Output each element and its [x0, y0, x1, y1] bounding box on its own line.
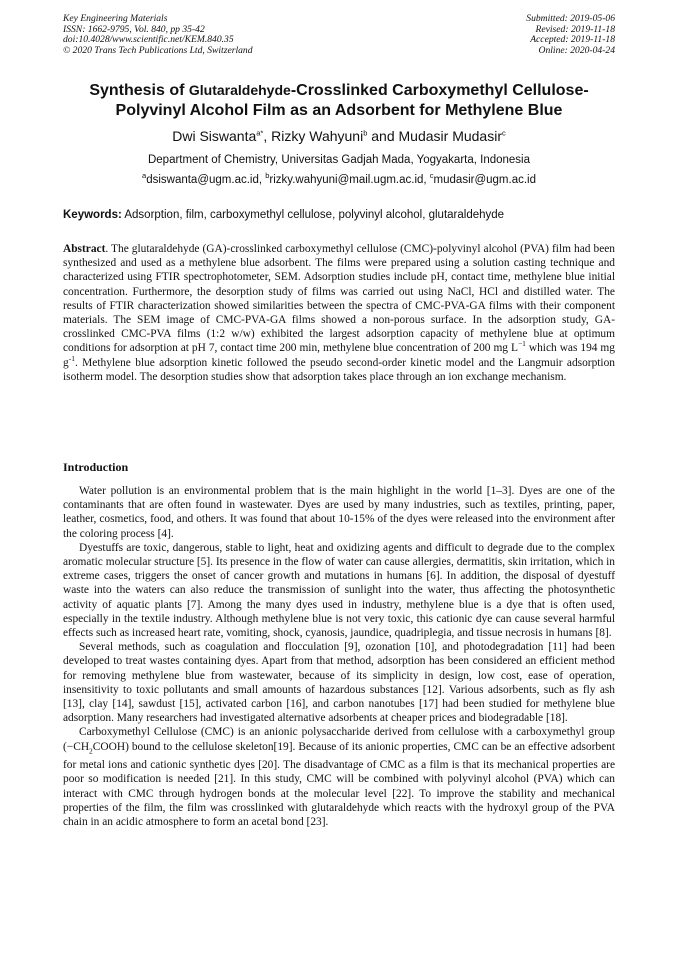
- author-mark: b: [363, 128, 368, 138]
- paragraph-text: Carboxymethyl Cellulose (CMC) is an anionic polysaccharide derived from cellulose with a carboxymethyl group (−CH: [63, 726, 615, 753]
- unit-exponent: -1: [68, 353, 75, 363]
- dates-header: [526, 14, 615, 56]
- revised-date: Revised: 2019-11-18: [535, 23, 615, 35]
- abstract-label: Abstract: [63, 243, 106, 255]
- email-link[interactable]: mudasir@ugm.ac.id: [433, 174, 536, 186]
- paragraph-text: COOH) bound to the cellulose skeleton[19]. Because of its anionic properties, CMC can be an effective adsorbent for metal ions and cationic synthetic dyes [20]. The disadvantage of CMC as a film is that its mechanical properties are poor so modification is needed [21]. In this study, CMC will be combined with polyvinyl alcohol (PVA) which can interact with CMC through hydrogen bonds at the molecular level [22]. To improve the stability and mechanical properties of the film, the film was crosslinked with glutaraldehyde which reacts with the hydroxyl group of the PVA chain in an acidic atmosphere to form an acetal bond [23].: [63, 740, 615, 828]
- author-name: Dwi Siswanta: [172, 128, 257, 144]
- journal-issn: ISSN: 1662-9795, Vol. 840, pp 35-42: [63, 23, 205, 35]
- affiliation: Department of Chemistry, Universitas Gadjah Mada, Yogyakarta, Indonesia: [147, 154, 531, 166]
- section-heading: Introduction: [63, 460, 129, 474]
- title-part: -Crosslinked Carboxymethyl Cellulose-: [290, 82, 589, 99]
- keywords-label: Keywords:: [63, 209, 122, 221]
- abstract-text: which was 194 mg g: [63, 342, 615, 369]
- keywords-text: Adsorption, film, carboxymethyl cellulose, polyvinyl alcohol, glutaraldehyde: [121, 209, 505, 221]
- journal-doi: doi:10.4028/www.scientific.net/KEM.840.35: [63, 34, 234, 46]
- title-part: Synthesis of: [89, 82, 189, 99]
- email-link[interactable]: dsiswanta@ugm.ac.id,: [146, 174, 266, 186]
- online-date: Online: 2020-04-24: [538, 44, 615, 56]
- abstract-text: . The glutaraldehyde (GA)-crosslinked carboxymethyl cellulose (CMC)-polyvinyl alcohol (PVA) film had been synthesized and used as a methylene blue adsorbent. The films were prepared using a solution casting technique and characterized using FTIR spectrophotometer, SEM. Adsorption studies include pH, contact time, methylene blue initial concentration. Furthermore, the desorption study of films was carried out using NaCl, HCl and distilled water. The results of FTIR characterization showed similarities between the spectra of CMC-PVA-GA films with their component materials. The SEM image of CMC-PVA-GA films showed a non-porous surface. In the adsorption study, GA-crosslinked CMC-PVA films (1:2 w/w) exhibited the largest adsorption capacity of methylene blue at optimum conditions for adsorption at pH 7, contact time 200 min, methylene blue concentration of 200 mg L: [63, 243, 615, 355]
- abstract: [63, 242, 615, 384]
- author-mark: c: [502, 128, 506, 138]
- submitted-date: Submitted: 2019-05-06: [526, 13, 615, 24]
- journal-header: [63, 14, 253, 56]
- unit-exponent: −1: [517, 339, 526, 349]
- email-mark: c: [429, 171, 434, 181]
- introduction-body: [63, 484, 615, 829]
- keywords: [63, 208, 615, 222]
- author-name: , Rizky Wahyuni: [263, 128, 364, 144]
- email-mark: b: [265, 171, 270, 181]
- subscript: 2: [89, 745, 93, 755]
- abstract-text: . Methylene blue adsorption kinetic followed the pseudo second-order kinetic model and the Langmuir adsorption isotherm model. The desorption studies show that adsorption takes place through an ion exchange mechanism.: [63, 356, 615, 383]
- title-line-2: Polyvinyl Alcohol Film as an Adsorbent for Methylene Blue: [115, 102, 563, 119]
- author-emails: [40, 173, 638, 187]
- paragraph: Dyestuffs are toxic, dangerous, stable to light, heat and oxidizing agents and difficult to degrade due to the complex aromatic molecular structure [5]. Its presence in the flow of water can cause allergies, dermatitis, skin irritation, which in extreme cases, triggers the onset of cancer growth and mutations in humans [6]. In addition, the disposal of dyestuff waste into the waters can also reduce the transmission of sunlight into the water, thus affecting the photosynthetic activity of aquatic plants [7]. Among the many dyes used in industry, methylene blue is a dye that is often used, especially in the textile industry. Although methylene blue is not very toxic, this cationic dye can cause several harmful effects such as increased heart rate, vomiting, shock, cyanosis, jaundice, quadriplegia, and tissue necrosis in humans [8].: [63, 541, 615, 640]
- title-part: Glutaraldehyde: [188, 82, 291, 98]
- accepted-date: Accepted: 2019-11-18: [530, 34, 615, 46]
- paper-title: [40, 80, 638, 121]
- author-list: [40, 127, 638, 145]
- author-name: and Mudasir Mudasir: [367, 128, 502, 144]
- email-mark: a: [142, 171, 147, 181]
- paragraph: Several methods, such as coagulation and flocculation [9], ozonation [10], and photodegradation [11] had been developed to treat wastes containing dyes. Apart from that method, adsorption has been considered an efficient method for removing methylene blue from wastewater, because of its simplicity in design, low cost, ease of operation, insensitivity to toxic pollutants and small amounts of hazardous substances [12]. Various adsorbents, such as fly ash [13], clay [14], sawdust [15], activated carbon [16], and carbon nanotubes [17] had been studied for methylene blue adsorption. Many researchers had investigated alternative adsorbents at cheaper prices and biodegradable [18].: [63, 641, 615, 725]
- paragraph: Water pollution is an environmental problem that is the main highlight in the world [1–3]. Dyes are one of the contaminants that are often found in wastewater. Dyes are used by many industries, such as textiles, printing, paper, leather, cosmetics, food, and others. It was found that about 10-15% of the dyes were released into the environment after the coloring process [4].: [63, 485, 615, 540]
- journal-name: Key Engineering Materials: [63, 13, 168, 24]
- journal-copyright: © 2020 Trans Tech Publications Ltd, Switzerland: [63, 44, 253, 56]
- email-link[interactable]: rizky.wahyuni@mail.ugm.ac.id,: [269, 174, 430, 186]
- paragraph: [63, 725, 615, 829]
- author-mark: a*: [256, 128, 264, 138]
